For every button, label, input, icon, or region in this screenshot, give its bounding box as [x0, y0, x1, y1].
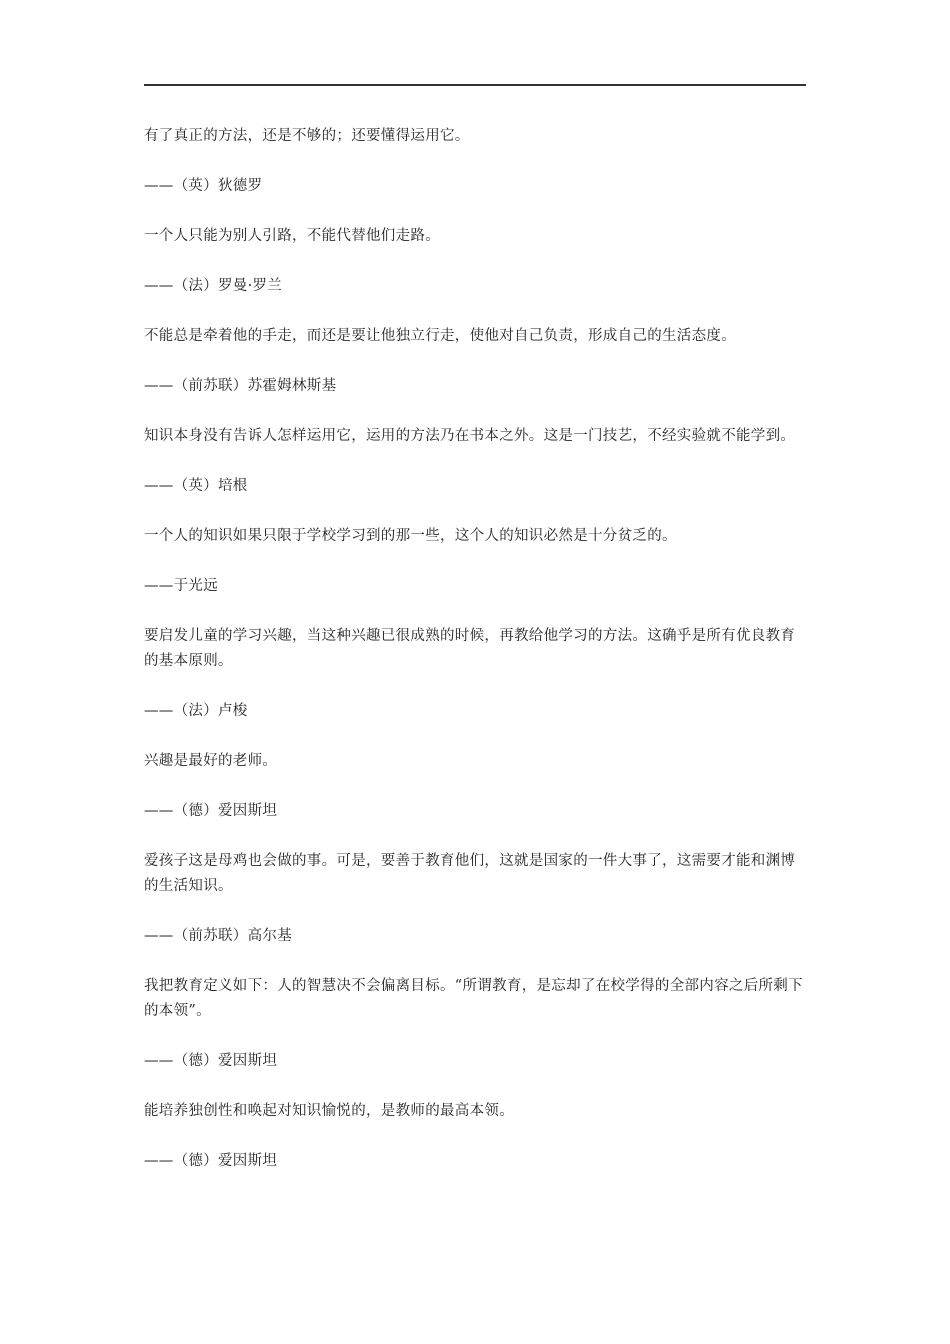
quote-author: ——（法）卢梭	[144, 703, 248, 719]
quote-text: 一个人的知识如果只限于学校学习到的那一些，这个人的知识必然是十分贫乏的。	[144, 528, 677, 544]
quote-author: ——（德）爱因斯坦	[144, 803, 278, 819]
quote-author: ——于光远	[144, 578, 218, 594]
quote-author: ——（英）狄德罗	[144, 178, 263, 194]
quote-author: ——（前苏联）苏霍姆林斯基	[144, 378, 337, 394]
quote-author: ——（德）爱因斯坦	[144, 1053, 278, 1069]
quote-text: 要启发儿童的学习兴趣，当这种兴趣已很成熟的时候，再教给他学习的方法。这确乎是所有优良教育的基本原则。	[144, 628, 796, 669]
header-rule	[144, 84, 806, 86]
quote-text: 我把教育定义如下：人的智慧决不会偏离目标。“所谓教育，是忘却了在校学得的全部内容之后所剩下的本领”。	[144, 978, 803, 1019]
quote-text: 知识本身没有告诉人怎样运用它，运用的方法乃在书本之外。这是一门技艺，不经实验就不能学到。	[144, 428, 796, 444]
quote-text: 爱孩子这是母鸡也会做的事。可是，要善于教育他们，这就是国家的一件大事了，这需要才能和渊博的生活知识。	[144, 853, 796, 894]
quote-author: ——（法）罗曼·罗兰	[144, 278, 283, 294]
quote-author: ——（德）爱因斯坦	[144, 1153, 278, 1169]
quote-text: 有了真正的方法，还是不够的；还要懂得运用它。	[144, 128, 470, 144]
quote-author: ——（前苏联）高尔基	[144, 928, 292, 944]
quote-text: 不能总是牵着他的手走，而还是要让他独立行走，使他对自己负责，形成自己的生活态度。	[144, 328, 736, 344]
quote-text: 一个人只能为别人引路，不能代替他们走路。	[144, 228, 440, 244]
quote-author: ——（英）培根	[144, 478, 248, 494]
quote-text: 能培养独创性和唤起对知识愉悦的，是教师的最高本领。	[144, 1103, 514, 1119]
quote-text: 兴趣是最好的老师。	[144, 753, 278, 769]
quote-list	[144, 124, 806, 1199]
